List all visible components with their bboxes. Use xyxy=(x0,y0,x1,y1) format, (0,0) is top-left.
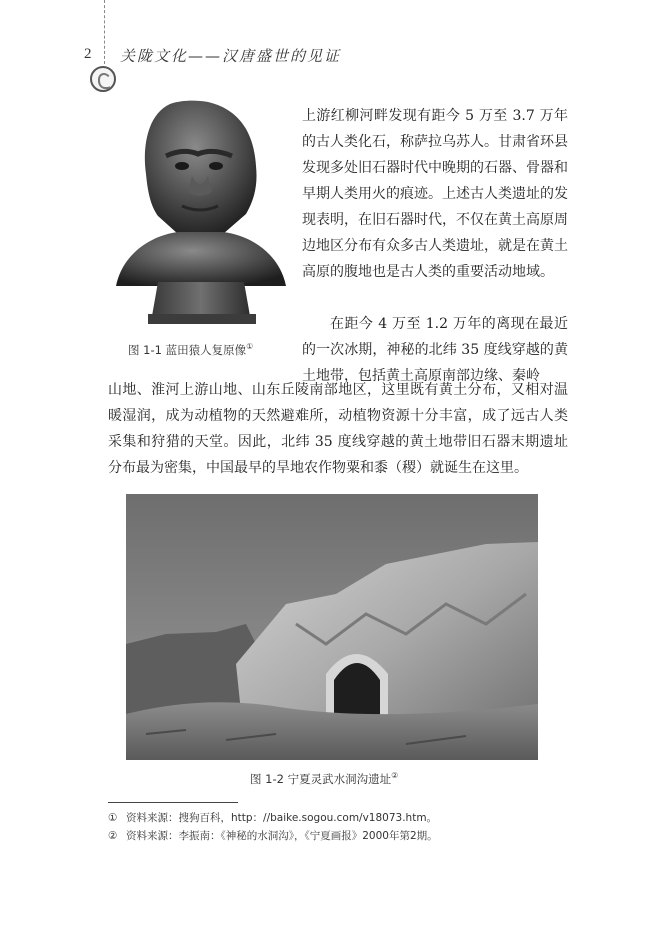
figure1-footnote-ref: ① xyxy=(246,342,254,352)
figure2-caption-text: 图 1-2 宁夏灵武水洞沟遗址 xyxy=(250,772,392,786)
margin-dashed-line xyxy=(104,0,105,64)
paragraph-1: 上游红柳河畔发现有距今 5 万至 3.7 万年的古人类化石，称萨拉乌苏人。甘肃省环县发现多处旧石器时代中晚期的石器、骨器和早期人类用火的痕迹。上述古人类遗址的发现表明，在旧石器时代，不仅在黄土高原周边地区分布有众多古人类遗址，就是在黄土高原的腹地也是古人类的重要活动地域。 xyxy=(302,108,568,280)
figure1-caption xyxy=(128,342,253,358)
footnote-2-text: 资料来源：李振南：《神秘的水洞沟》，《宁夏画报》2000年第2期。 xyxy=(126,830,438,842)
figure2-caption xyxy=(250,771,398,787)
figure2-footnote-ref: ② xyxy=(391,771,399,781)
running-title: 关陇文化——汉唐盛世的见证 xyxy=(120,47,342,65)
figure-shuidonggou-site-photo xyxy=(126,494,538,760)
footnote-2-mark: ② xyxy=(108,830,118,842)
paragraph-2-part-1: 在距今 4 万至 1.2 万年的离现在最近的一次冰期，神秘的北纬 35 度线穿越的黄土地带，包括黄土高原南部边缘、秦岭 xyxy=(302,316,568,384)
footnote-2 xyxy=(108,828,438,843)
paragraph-2-part-2: 山地、淮河上游山地、山东丘陵南部地区，这里既有黄土分布，又相对温暖湿润，成为动植物的天然避难所，动植物资源十分丰富，成了远古人类采集和狩猎的天堂。因此，北纬 35 度线穿越的黄土地带旧石器末期遗址分布最为密集，中国最早的旱地农作物粟和黍（稷）就诞生在这里。 xyxy=(108,382,568,476)
decorative-seal-icon xyxy=(90,66,116,92)
figure1-caption-text: 图 1-1 蓝田猿人复原像 xyxy=(128,343,247,357)
footnote-1-text: 资料来源：搜狗百科，http：//baike.sogou.com/v18073.htm。 xyxy=(126,812,438,824)
footnote-1-mark: ① xyxy=(108,812,118,824)
page-number: 2 xyxy=(84,46,92,62)
footnote-1 xyxy=(108,810,437,825)
footnote-divider xyxy=(108,802,238,803)
figure-lantian-man-bust xyxy=(108,96,293,332)
